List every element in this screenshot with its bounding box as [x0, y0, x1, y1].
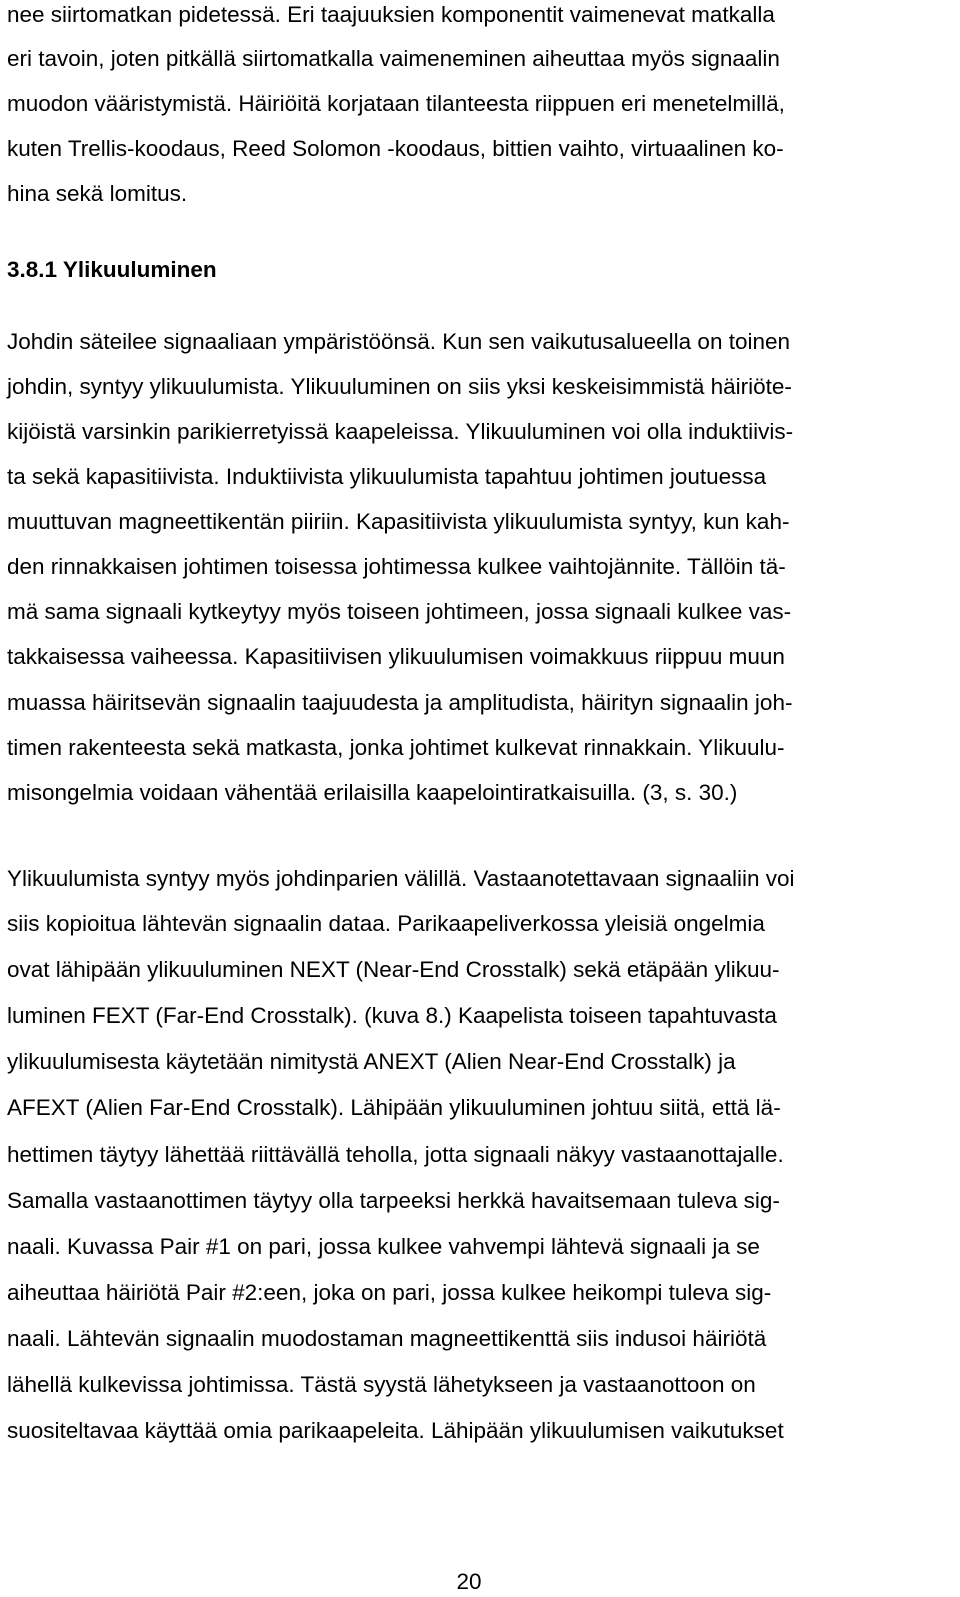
text-line: takkaisessa vaiheessa. Kapasitiivisen ylikuulumisen voimakkuus riippuu muun	[7, 644, 785, 669]
text-line: muuttuvan magneettikentän piiriin. Kapasitiivista ylikuulumista syntyy, kun kah-	[7, 509, 790, 534]
text-line: AFEXT (Alien Far-End Crosstalk). Lähipään ylikuuluminen johtuu siitä, että lä-	[7, 1095, 781, 1120]
text-line: hina sekä lomitus.	[7, 181, 188, 206]
text-line: eri tavoin, joten pitkällä siirtomatkalla vaimeneminen aiheuttaa myös signaalin	[7, 46, 780, 71]
text-line: mä sama signaali kytkeytyy myös toiseen johtimeen, jossa signaali kulkee vas-	[7, 599, 792, 624]
text-line: Johdin säteilee signaaliaan ympäristöönsä. Kun sen vaikutusalueella on toinen	[7, 329, 791, 354]
text-line: hettimen täytyy lähettää riittävällä teholla, jotta signaali näkyy vastaanottajalle.	[7, 1142, 784, 1167]
section-heading: 3.8.1 Ylikuuluminen	[7, 257, 217, 282]
text-line: muassa häiritsevän signaalin taajuudesta ja amplitudista, häirityn signaalin joh-	[7, 690, 793, 715]
text-line: siis kopioitua lähtevän signaalin dataa. Parikaapeliverkossa yleisiä ongelmia	[7, 911, 765, 936]
text-line: naali. Kuvassa Pair #1 on pari, jossa kulkee vahvempi lähtevä signaali ja se	[7, 1234, 760, 1259]
text-line: misongelmia voidaan vähentää erilaisilla kaapelointiratkaisuilla. (3, s. 30.)	[7, 780, 738, 805]
text-line: kijöistä varsinkin parikierretyissä kaapeleissa. Ylikuuluminen voi olla induktiivis-	[7, 419, 794, 444]
text-line: ylikuulumisesta käytetään nimitystä ANEXT (Alien Near-End Crosstalk) ja	[7, 1049, 736, 1074]
text-line: nee siirtomatkan pidetessä. Eri taajuuksien komponentit vaimenevat matkalla	[7, 2, 775, 27]
text-line: aiheuttaa häiriötä Pair #2:een, joka on pari, jossa kulkee heikompi tuleva sig-	[7, 1280, 772, 1305]
text-line: lähellä kulkevissa johtimissa. Tästä syystä lähetykseen ja vastaanottoon on	[7, 1372, 756, 1397]
text-line: naali. Lähtevän signaalin muodostaman magneettikenttä siis indusoi häiriötä	[7, 1326, 767, 1351]
text-line: johdin, syntyy ylikuulumista. Ylikuuluminen on siis yksi keskeisimmistä häiriöte-	[7, 374, 792, 399]
text-line: den rinnakkaisen johtimen toisessa johtimessa kulkee vaihtojännite. Tällöin tä-	[7, 554, 786, 579]
text-line: kuten Trellis-koodaus, Reed Solomon -koodaus, bittien vaihto, virtuaalinen ko-	[7, 136, 784, 161]
text-line: timen rakenteesta sekä matkasta, jonka johtimet kulkevat rinnakkain. Ylikuulu-	[7, 735, 785, 760]
text-line: ta sekä kapasitiivista. Induktiivista ylikuulumista tapahtuu johtimen joutuessa	[7, 464, 767, 489]
text-line: ovat lähipään ylikuuluminen NEXT (Near-End Crosstalk) sekä etäpään ylikuu-	[7, 957, 780, 982]
text-line: Ylikuulumista syntyy myös johdinparien välillä. Vastaanotettavaan signaaliin voi	[7, 866, 795, 891]
page-number: 20	[456, 1569, 482, 1594]
text-line: muodon vääristymistä. Häiriöitä korjataan tilanteesta riippuen eri menetelmillä,	[7, 91, 785, 116]
text-line: luminen FEXT (Far-End Crosstalk). (kuva 8.) Kaapelista toiseen tapahtuvasta	[7, 1003, 777, 1028]
text-line: Samalla vastaanottimen täytyy olla tarpeeksi herkkä havaitsemaan tuleva sig-	[7, 1188, 780, 1213]
text-line: suositeltavaa käyttää omia parikaapeleita. Lähipään ylikuulumisen vaikutukset	[7, 1418, 784, 1443]
